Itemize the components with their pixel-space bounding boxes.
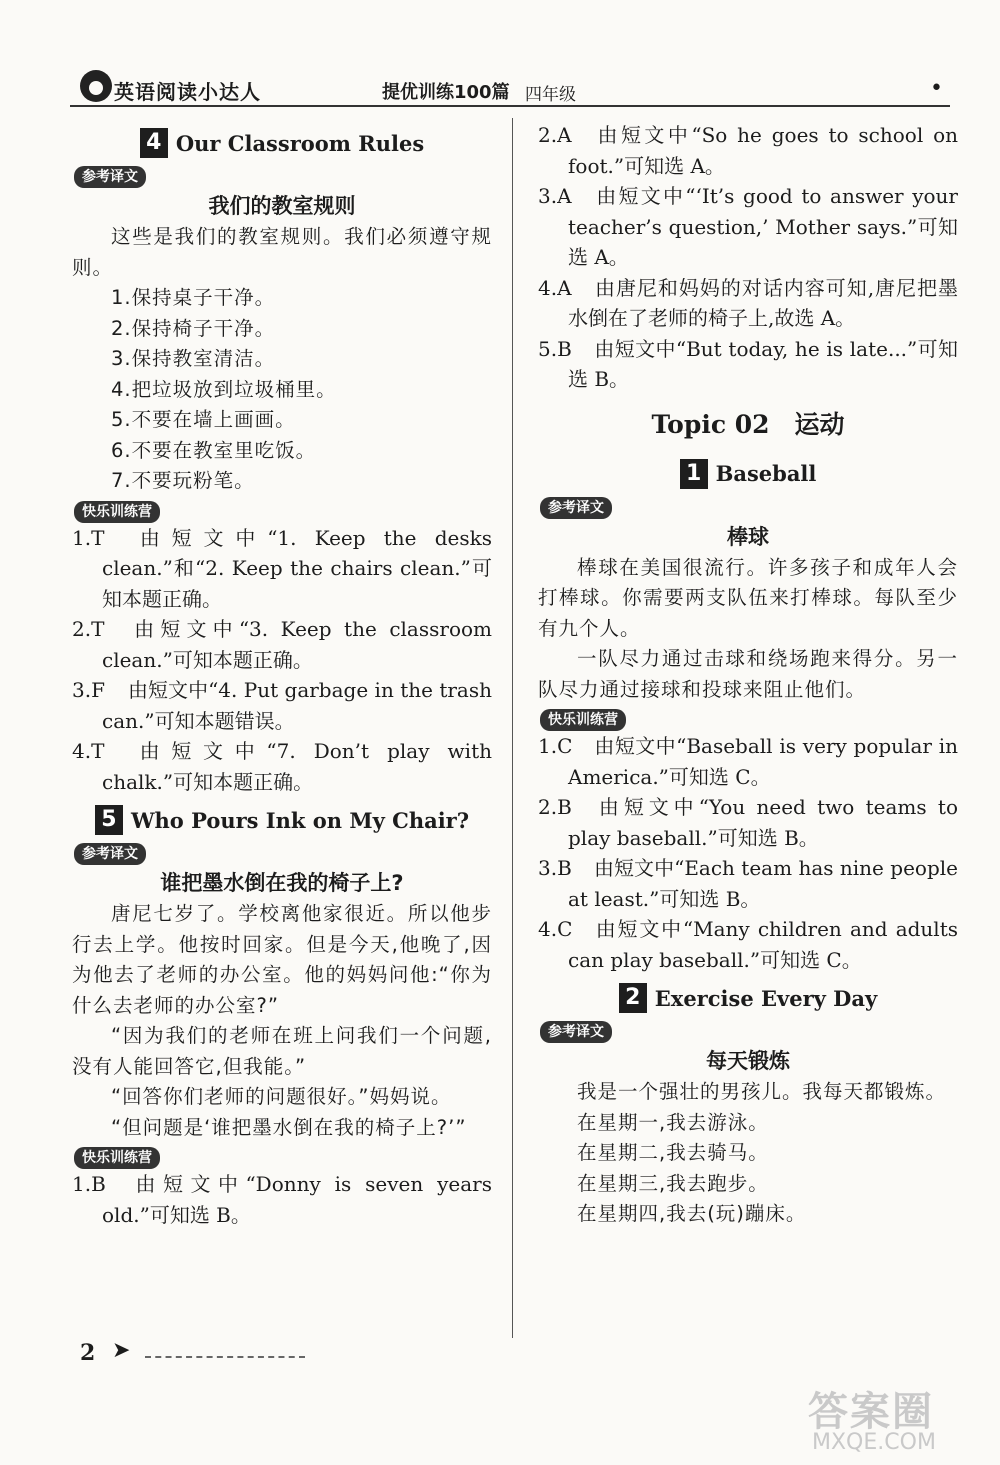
rule-item: 4.把垃圾放到垃圾桶里。 (111, 377, 337, 401)
exercise-day: 在星期四,我去(玩)蹦床。 (577, 1202, 807, 1225)
answer-text: 由短文中“Each team has nine people at least.”可知选 B。 (568, 856, 958, 911)
exercise-day: 在星期二,我去骑马。 (577, 1141, 769, 1164)
section-number-5: 5 (95, 805, 123, 835)
story-paragraph: “因为我们的老师在班上问我们一个问题,没有人能回答它,但我能。” (72, 1024, 492, 1078)
answer-item (72, 614, 492, 675)
answer-label: 2.B (538, 795, 572, 819)
answer-item (538, 853, 958, 914)
rule-item: 1.保持桌子干净。 (111, 286, 276, 309)
answer-text: 由短文中“Many children and adults can play baseball.”可知选 C。 (568, 917, 958, 972)
answer-text: 由短文中“Donny is seven years old.”可知选 B。 (102, 1172, 492, 1227)
answer-item (538, 914, 958, 975)
section-5-cn-title: 谁把墨水倒在我的椅子上? (160, 871, 404, 895)
page-number: 2 (80, 1340, 96, 1366)
translation-badge: 参考译文 (74, 843, 146, 865)
answer-text: 由短文中“Baseball is very popular in America.”可知选 C。 (568, 734, 958, 789)
baseball-paragraph: 棒球在美国很流行。许多孩子和成年人会打棒球。你需要两支队伍来打棒球。每队至少有九个人。 (538, 555, 958, 640)
answer-label: 2.A (538, 123, 572, 147)
answer-label: 4.C (538, 917, 573, 941)
translation-badge: 参考译文 (540, 497, 612, 519)
exercise-day: 在星期三,我去跑步。 (577, 1171, 769, 1195)
answer-item (72, 675, 492, 736)
answer-text: 由短文中“7. Don’t play with chalk.”可知本题正确。 (102, 739, 492, 794)
answer-text: 由短文中“But today, he is late...”可知选 B。 (568, 336, 958, 391)
header-rule (70, 105, 950, 107)
exercise-day: 在星期一,我去游泳。 (577, 1110, 769, 1134)
practice-badge: 快乐训练营 (74, 501, 160, 523)
translation-badge: 参考译文 (540, 1021, 612, 1043)
answer-item (538, 120, 958, 181)
answer-item (72, 523, 492, 615)
book-subtitle: 提优训练100篇 (382, 82, 510, 103)
answer-label: 5.B (538, 336, 572, 361)
right-column (538, 120, 958, 1230)
answer-label: 4.T (72, 739, 105, 763)
section-2-cn-title: 每天锻炼 (706, 1049, 790, 1073)
watermark-url: MXQE.COM (812, 1430, 936, 1455)
answer-item (72, 1169, 492, 1230)
rule-item: 3.保持教室清洁。 (111, 347, 276, 370)
section-1-heading (538, 455, 958, 493)
rule-item: 6.不要在教室里吃饭。 (111, 438, 317, 462)
answer-label: 1.B (72, 1172, 106, 1196)
column-divider (512, 118, 513, 1338)
rule-item: 7.不要玩粉笔。 (111, 469, 255, 492)
series-title: 英语阅读小达人 (114, 80, 261, 104)
answer-label: 4.A (538, 275, 572, 300)
answer-text: 由短文中“3. Keep the classroom clean.”可知本题正确。 (102, 617, 492, 672)
answer-item (538, 334, 958, 395)
story-paragraph: 唐尼七岁了。学校离他家很近。所以他步行去上学。他按时回家。但是今天,他晚了,因为他去了老师的办公室。他的妈妈问他:“你为什么去老师的办公室?” (72, 902, 492, 1017)
rule-item: 2.保持椅子干净。 (111, 316, 276, 340)
practice-badge: 快乐训练营 (540, 709, 626, 731)
baseball-paragraph: 一队尽力通过击球和绕场跑来得分。另一队尽力通过接球和投球来阻止他们。 (538, 647, 958, 701)
answer-label: 2.T (72, 617, 105, 641)
answer-item (538, 792, 958, 853)
section-4-title: Our Classroom Rules (175, 130, 425, 156)
answer-label: 3.A (538, 184, 572, 208)
answer-text: 由短文中“‘It’s good to answer your teacher’s question,’ Mother says.”可知选 A。 (568, 184, 958, 269)
topic-heading: Topic 02 运动 (651, 409, 845, 439)
answer-label: 3.B (538, 856, 572, 880)
section-2-title: Exercise Every Day (654, 985, 878, 1011)
answer-text: 由短文中“You need two teams to play baseball.”可知选 B。 (568, 795, 958, 850)
section-4-intro: 这些是我们的教室规则。我们必须遵守规则。 (72, 225, 492, 279)
answer-item (538, 731, 958, 792)
section-1-title: Baseball (715, 461, 817, 486)
answer-text: 由短文中“1. Keep the desks clean.”和“2. Keep the chairs clean.”可知本题正确。 (102, 525, 492, 611)
section-number-4: 4 (140, 128, 168, 158)
section-4-heading (72, 124, 492, 162)
story-paragraph: “回答你们老师的问题很好。”妈妈说。 (111, 1085, 452, 1108)
section-number-2: 2 (619, 983, 647, 1013)
answer-text: 由短文中“So he goes to school on foot.”可知选 A。 (568, 123, 958, 178)
answer-item (538, 181, 958, 273)
section-4-cn-title: 我们的教室规则 (208, 194, 356, 218)
translation-badge: 参考译文 (74, 166, 146, 188)
story-paragraph: “但问题是‘谁把墨水倒在我的椅子上?’” (111, 1115, 467, 1139)
answer-label: 1.C (538, 734, 573, 758)
answer-item (538, 273, 958, 334)
rule-item: 5.不要在墙上画画。 (111, 408, 296, 431)
section-1-cn-title: 棒球 (727, 524, 769, 549)
mascot-logo (80, 70, 112, 102)
left-column (72, 120, 492, 1230)
grade-label: 四年级 (525, 85, 576, 105)
answer-label: 3.F (72, 678, 105, 702)
practice-badge: 快乐训练营 (74, 1147, 160, 1169)
section-5-heading (72, 801, 492, 839)
answer-text: 由短文中“4. Put garbage in the trash can.”可知本题错误。 (102, 678, 492, 733)
section-2-heading (538, 979, 958, 1017)
answer-text: 由唐尼和妈妈的对话内容可知,唐尼把墨水倒在了老师的椅子上,故选 A。 (568, 275, 958, 330)
exercise-intro: 我是一个强壮的男孩儿。我每天都锻炼。 (577, 1080, 947, 1103)
answer-label: 1.T (72, 525, 105, 550)
section-5-title: Who Pours Ink on My Chair? (130, 807, 470, 833)
section-number-1: 1 (680, 459, 708, 489)
header-dot: • (930, 76, 943, 101)
footer-dash-line (145, 1356, 305, 1358)
answer-item (72, 736, 492, 797)
page-header (70, 70, 950, 110)
arrow-icon: ➤ (112, 1338, 131, 1363)
watermark-logo: 答案圈 (808, 1389, 934, 1435)
